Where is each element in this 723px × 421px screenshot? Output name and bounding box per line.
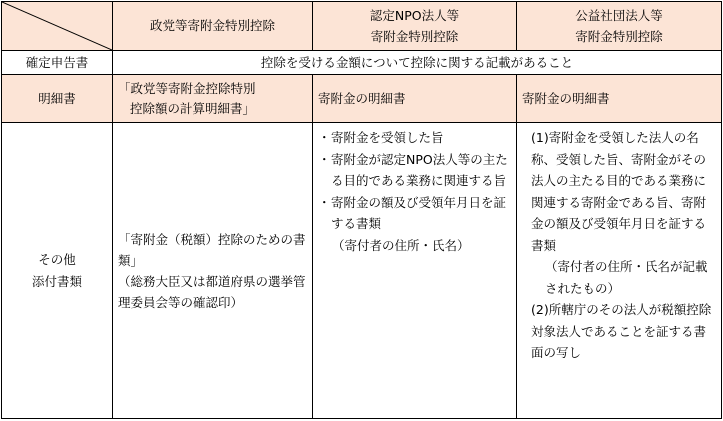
label-tax-return-text: 確定申告書 <box>25 54 89 70</box>
label-statement <box>2 75 113 123</box>
row-tax-return <box>2 51 722 75</box>
tax-return-requirement-text: 控除を受ける金額について控除に関する記載があること <box>260 54 574 70</box>
label-tax-return <box>2 51 113 75</box>
header-public-interest-line1: 公益社団法人等 <box>575 8 663 23</box>
bullet-mark: ・ <box>318 130 331 145</box>
statement-political-line1: 「政党等寄附金控除特別 <box>118 80 256 96</box>
tax-return-requirement <box>113 51 722 75</box>
attachments-npo-bullet-1 <box>318 127 513 149</box>
row-other-attachments <box>2 123 722 419</box>
statement-public-interest-text: 寄附金の明細書 <box>522 90 610 106</box>
bullet-text: 寄附金の額及び受領年月日を証する書類 <box>331 194 507 231</box>
statement-political-line2: 控除額の計算明細書」 <box>130 100 256 116</box>
statement-npo-text: 寄附金の明細書 <box>318 90 406 106</box>
header-public-interest-line2: 寄附金特別控除 <box>575 29 663 44</box>
diagonal-line <box>2 2 112 50</box>
attachments-npo <box>313 123 517 419</box>
bullet-mark: ・ <box>318 194 331 210</box>
attachments-political-note: （総務大臣又は都道府県の選挙管理委員会等の確認印） <box>118 273 306 310</box>
bullet-text: 寄附金が認定NPO法人等の主たる目的である業務に関連する旨 <box>331 151 508 188</box>
bullet-mark: ・ <box>318 151 331 167</box>
label-other-line2: 添付書類 <box>31 273 82 289</box>
deduction-comparison-table <box>1 1 722 419</box>
label-other-attachments <box>2 123 113 419</box>
attachments-npo-note: （寄付者の住所・氏名） <box>332 237 470 253</box>
label-statement-text: 明細書 <box>38 90 76 106</box>
header-npo-line2: 寄附金特別控除 <box>370 29 459 44</box>
header-public-interest-donation <box>517 2 722 51</box>
attachments-public-item1: (1)寄附金を受領した法人の名称、受領した旨、寄附金がその法人の主たる目的である業務に関連する寄附金である旨、寄附金の額及び受領年月日を証する書類 <box>531 130 707 253</box>
attachments-npo-bullet-2 <box>318 149 513 192</box>
statement-npo <box>313 75 517 123</box>
header-row <box>2 2 722 51</box>
attachments-public-item2: (2)所轄庁のその法人が税額控除対象法人であることを証する書面の写し <box>531 302 712 360</box>
corner-cell <box>2 2 113 51</box>
header-npo-line1: 認定NPO法人等 <box>369 8 460 23</box>
label-other-line1: その他 <box>38 251 76 267</box>
header-political-donation <box>113 2 313 51</box>
statement-public-interest <box>517 75 722 123</box>
bullet-text: 寄附金を受領した旨 <box>331 130 444 145</box>
attachments-public-interest <box>517 123 722 419</box>
attachments-npo-bullet-3 <box>318 192 513 235</box>
statement-political <box>113 75 313 123</box>
attachments-political <box>113 123 313 419</box>
attachments-public-item1-note: （寄付者の住所・氏名が記載されたもの） <box>545 259 708 296</box>
attachments-political-doc: 「寄附金（税額）控除のための書類」 <box>118 231 306 268</box>
row-statement <box>2 75 722 123</box>
header-npo-donation <box>313 2 517 51</box>
header-political-donation-text: 政党等寄附金特別控除 <box>149 18 275 33</box>
